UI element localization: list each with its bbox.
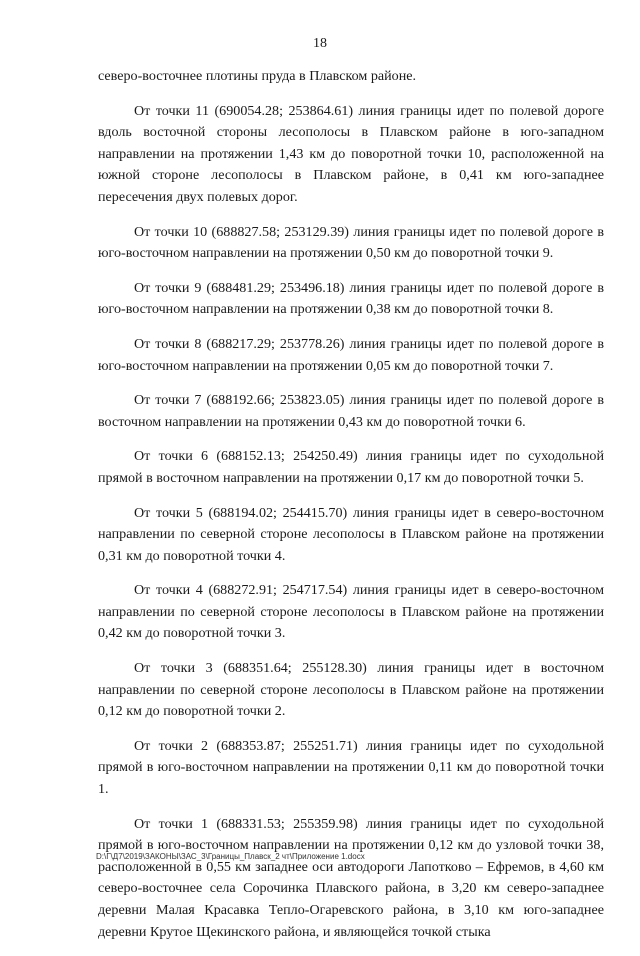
paragraph: От точки 10 (688827.58; 253129.39) линия границы идет по полевой дороге в юго-восточном направлении на протяжении 0,50 км до поворотной точки 9. — [98, 223, 604, 262]
paragraph: От точки 4 (688272.91; 254717.54) линия границы идет в северо-восточном направлении по северной стороне лесополосы в Плавском районе на протяжении 0,42 км до поворотной точки 3. — [98, 582, 604, 642]
paragraph: От точки 1 (688331.53; 255359.98) линия границы идет по суходольной прямой в юго-восточном направлении на протяжении 0,12 км до узловой точки 38, расположенной в 0,55 км западнее оси автодороги Лапотково – Ефремов, в 4,60 км северо-восточнее села Сорочинка Плавского района, в 3,20 км северо-западнее деревни Малая Красавка Тепло-Огаревского района, в 3,10 км юго-западнее деревни Крутое Щекинского района, и являющейся точкой стыка — [98, 815, 604, 940]
file-path-footer: D:\Г\Д7\2019\ЗАКОНЫ\ЗАС_3\Границы_Плавск_2 чт\Приложение 1.docx — [96, 852, 365, 861]
document-body — [98, 66, 604, 956]
paragraph: От точки 9 (688481.29; 253496.18) линия границы идет по полевой дороге в юго-восточном направлении на протяжении 0,38 км до поворотной точки 8. — [98, 279, 604, 318]
paragraph: От точки 11 (690054.28; 253864.61) линия границы идет по полевой дороге вдоль восточной стороны лесополосы в Плавском районе в юго-западном направлении на протяжении 1,43 км до поворотной точки 10, расположенной на южной стороне лесополосы в Плавском районе, в 0,41 км юго-западнее пересечения двух полевых дорог. — [98, 102, 604, 205]
paragraph: От точки 5 (688194.02; 254415.70) линия границы идет в северо-восточном направлении по северной стороне лесополосы в Плавском районе на протяжении 0,31 км до поворотной точки 4. — [98, 504, 604, 564]
paragraph: От точки 7 (688192.66; 253823.05) линия границы идет по полевой дороге в восточном направлении на протяжении 0,43 км до поворотной точки 6. — [98, 392, 604, 430]
paragraph: От точки 3 (688351.64; 255128.30) линия границы идет в восточном направлении по северной стороне лесополосы в Плавском районе на протяжении 0,12 км до поворотной точки 2. — [98, 660, 604, 720]
paragraph: От точки 6 (688152.13; 254250.49) линия границы идет по суходольной прямой в восточном направлении на протяжении 0,17 км до поворотной точки 5. — [98, 448, 604, 486]
paragraph: От точки 8 (688217.29; 253778.26) линия границы идет по полевой дороге в юго-восточном направлении на протяжении 0,05 км до поворотной точки 7. — [98, 335, 604, 374]
paragraph: От точки 2 (688353.87; 255251.71) линия границы идет по суходольной прямой в юго-восточном направлении на протяжении 0,11 км до поворотной точки 1. — [98, 737, 604, 798]
paragraph: северо-восточнее плотины пруда в Плавском районе. — [98, 68, 417, 84]
page-number: 18 — [313, 36, 327, 51]
